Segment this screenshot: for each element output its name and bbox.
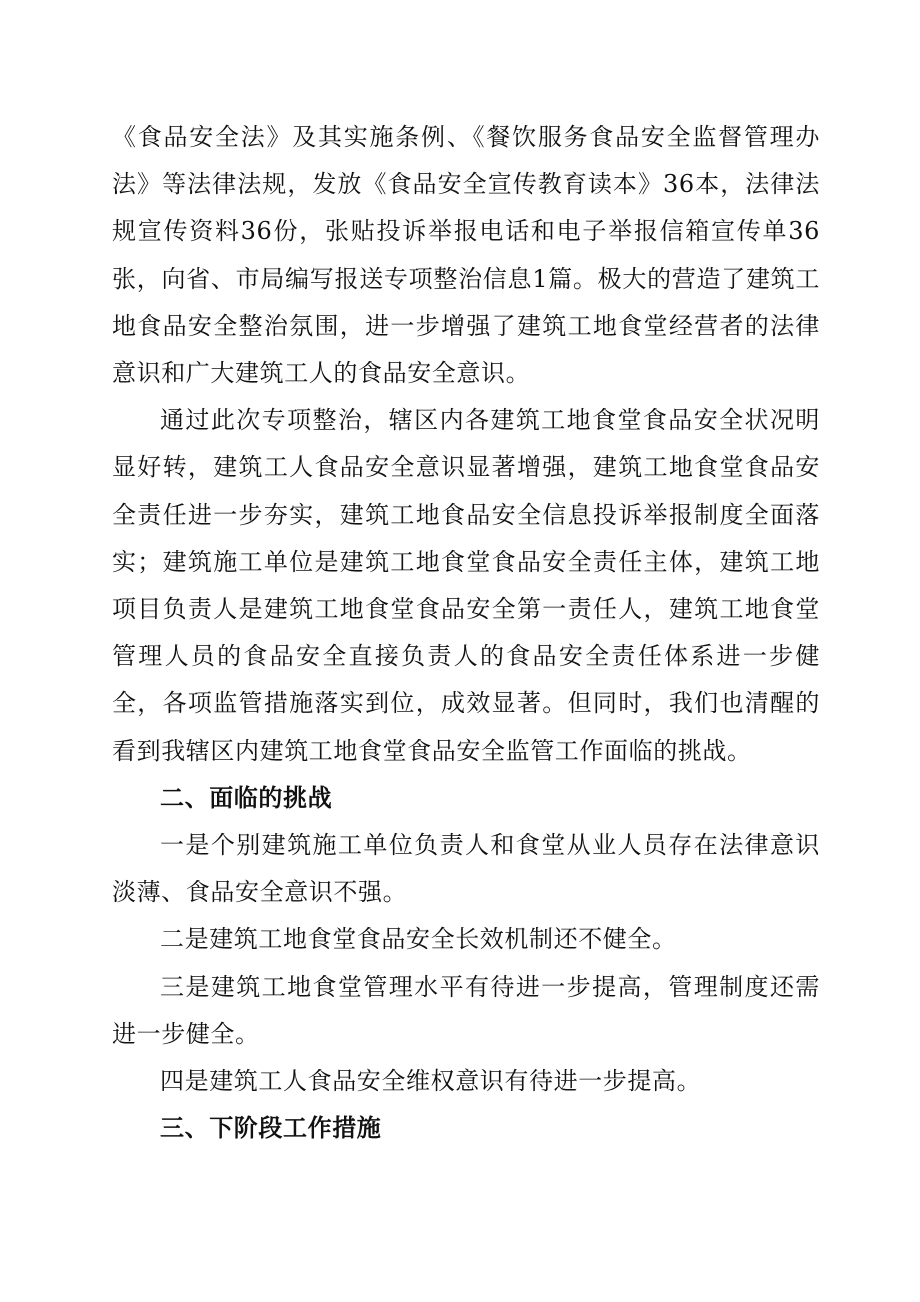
section-heading-challenges: 二、面临的挑战: [160, 783, 333, 812]
document-page: [112, 114, 820, 1152]
challenge-item-4: 四是建筑工人食品安全维权意识有待进一步提高。: [160, 1067, 702, 1096]
challenge-item-3: 三是建筑工地食堂管理水平有待进一步提高，管理制度还需进一步健全。: [112, 972, 820, 1048]
section-heading-next-steps: 三、下阶段工作措施: [160, 1114, 382, 1143]
challenge-item-2: 二是建筑工地食堂食品安全长效机制还不健全。: [160, 925, 677, 954]
challenge-item-1: 一是个别建筑施工单位负责人和食堂从业人员存在法律意识淡薄、食品安全意识不强。: [112, 831, 820, 907]
paragraph-legal-publicity: 《食品安全法》及其实施条例、《餐饮服务食品安全监督管理办法》等法律法规，发放《食品安全宣传教育读本》36本，法律法规宣传资料36份，张贴投诉举报电话和电子举报信箱宣传单36张，向省、市局编写报送专项整治信息1篇。极大的营造了建筑工地食品安全整治氛围，进一步增强了建筑工地食堂经营者的法律意识和广大建筑工人的食品安全意识。: [112, 123, 820, 388]
paragraph-rectification-results: 通过此次专项整治，辖区内各建筑工地食堂食品安全状况明显好转，建筑工人食品安全意识显著增强，建筑工地食堂食品安全责任进一步夯实，建筑工地食品安全信息投诉举报制度全面落实；建筑施工单位是建筑工地食堂食品安全责任主体，建筑工地项目负责人是建筑工地食堂食品安全第一责任人，建筑工地食堂管理人员的食品安全直接负责人的食品安全责任体系进一步健全，各项监管措施落实到位，成效显著。但同时，我们也清醒的看到我辖区内建筑工地食堂食品安全监管工作面临的挑战。: [112, 406, 820, 765]
